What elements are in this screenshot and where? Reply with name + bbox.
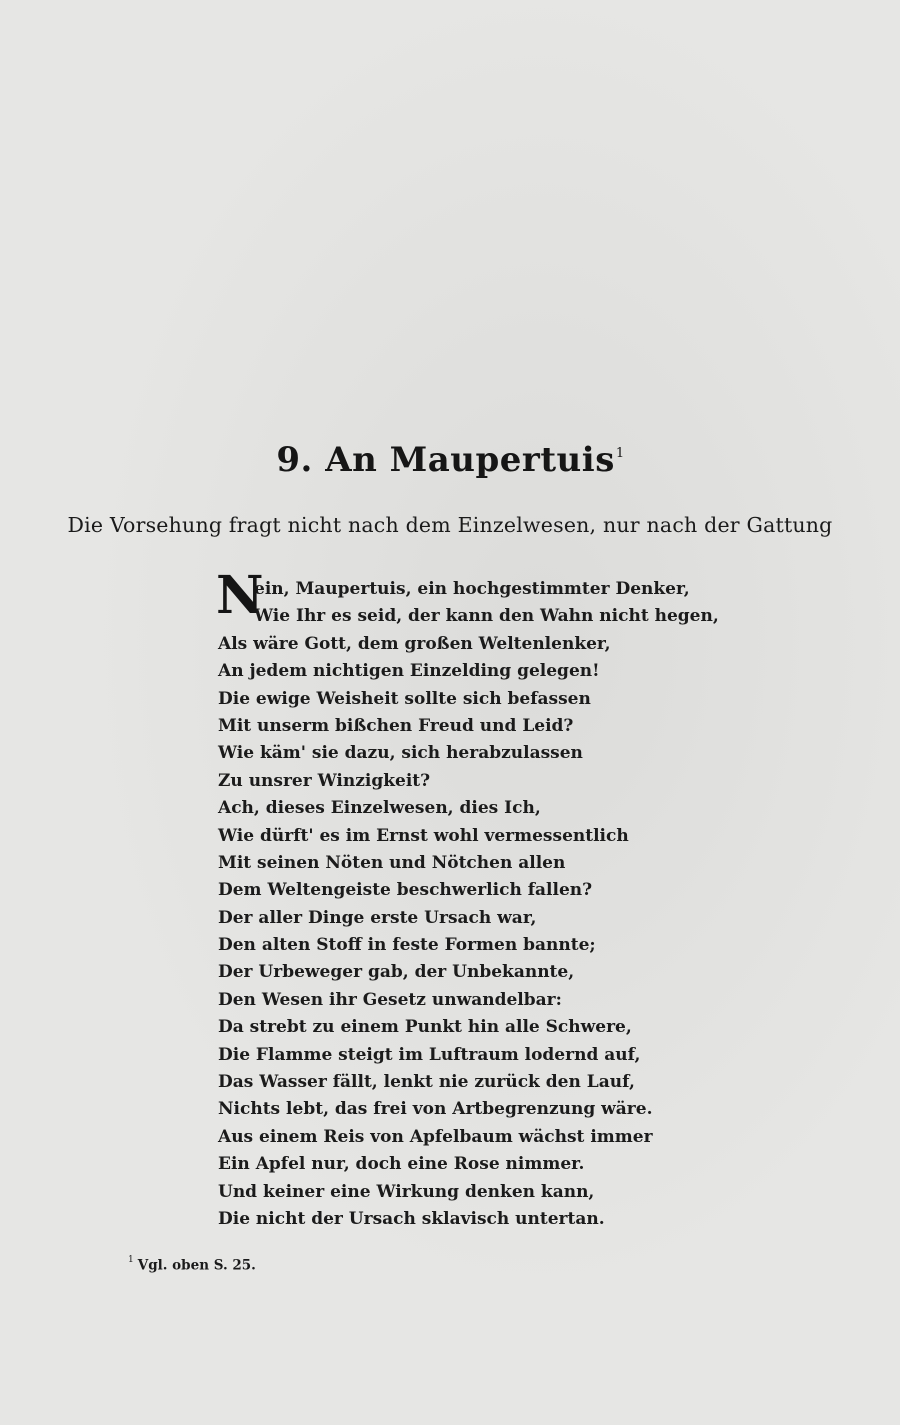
drop-cap: N <box>216 565 264 626</box>
footnote <box>128 1257 256 1274</box>
poem-line-15: Der Urbeweger gab, der Unbekannte, <box>218 962 575 983</box>
poem-line-24: Die nicht der Ursach sklavisch untertan. <box>218 1208 605 1229</box>
poem-line-11: Mit seinen Nöten und Nötchen allen <box>218 852 566 873</box>
poem-title-text: 9. An Maupertuis <box>276 440 615 480</box>
title-footnote-mark: 1 <box>615 446 625 461</box>
footnote-text: Vgl. oben S. 25. <box>137 1257 256 1274</box>
poem-body <box>216 565 719 1233</box>
poem-line-14: Den alten Stoff in feste Formen bannte; <box>218 935 596 956</box>
poem-line-21: Aus einem Reis von Apfelbaum wächst immer <box>218 1126 653 1147</box>
poem-line-20: Nichts lebt, das frei von Artbegrenzung wäre. <box>218 1099 653 1120</box>
poem-line-5: Die ewige Weisheit sollte sich befassen <box>218 688 591 709</box>
poem-lines <box>218 603 718 1233</box>
poem-line-7: Wie käm' sie dazu, sich herabzulassen <box>218 743 583 764</box>
poem-line-9: Ach, dieses Einzelwesen, dies Ich, <box>218 798 541 819</box>
poem-line-6: Mit unserm bißchen Freud und Leid? <box>218 715 574 736</box>
poem-title <box>0 440 900 480</box>
poem-line-3: Als wäre Gott, dem großen Weltenlenker, <box>218 633 611 654</box>
poem-line-8: Zu unsrer Winzigkeit? <box>218 770 431 791</box>
poem-line-17: Da strebt zu einem Punkt hin alle Schwere, <box>218 1017 632 1038</box>
poem-line-12: Dem Weltengeiste beschwerlich fallen? <box>218 880 593 901</box>
poem-line-18: Die Flamme steigt im Luftraum lodernd auf, <box>218 1044 641 1065</box>
poem-subtitle: Die Vorsehung fragt nicht nach dem Einzelwesen, nur nach der Gattung <box>67 513 833 537</box>
poem-line-23: Und keiner eine Wirkung denken kann, <box>218 1181 595 1202</box>
poem-line-4: An jedem nichtigen Einzelding gelegen! <box>218 661 600 682</box>
poem-line-2: Wie Ihr es seid, der kann den Wahn nicht hegen, <box>254 606 719 627</box>
poem-line-10: Wie dürft' es im Ernst wohl vermessentlich <box>218 825 629 846</box>
poem-line-22: Ein Apfel nur, doch eine Rose nimmer. <box>218 1154 585 1175</box>
poem-line-19: Das Wasser fällt, lenkt nie zurück den Lauf, <box>218 1072 635 1093</box>
poem-line-1-text: ein, Maupertuis, ein hochgestimmter Denker, <box>254 579 690 599</box>
footnote-mark: 1 <box>128 1255 134 1265</box>
poem-line-13: Der aller Dinge erste Ursach war, <box>218 907 537 928</box>
poem-line-16: Den Wesen ihr Gesetz unwandelbar: <box>218 989 562 1010</box>
